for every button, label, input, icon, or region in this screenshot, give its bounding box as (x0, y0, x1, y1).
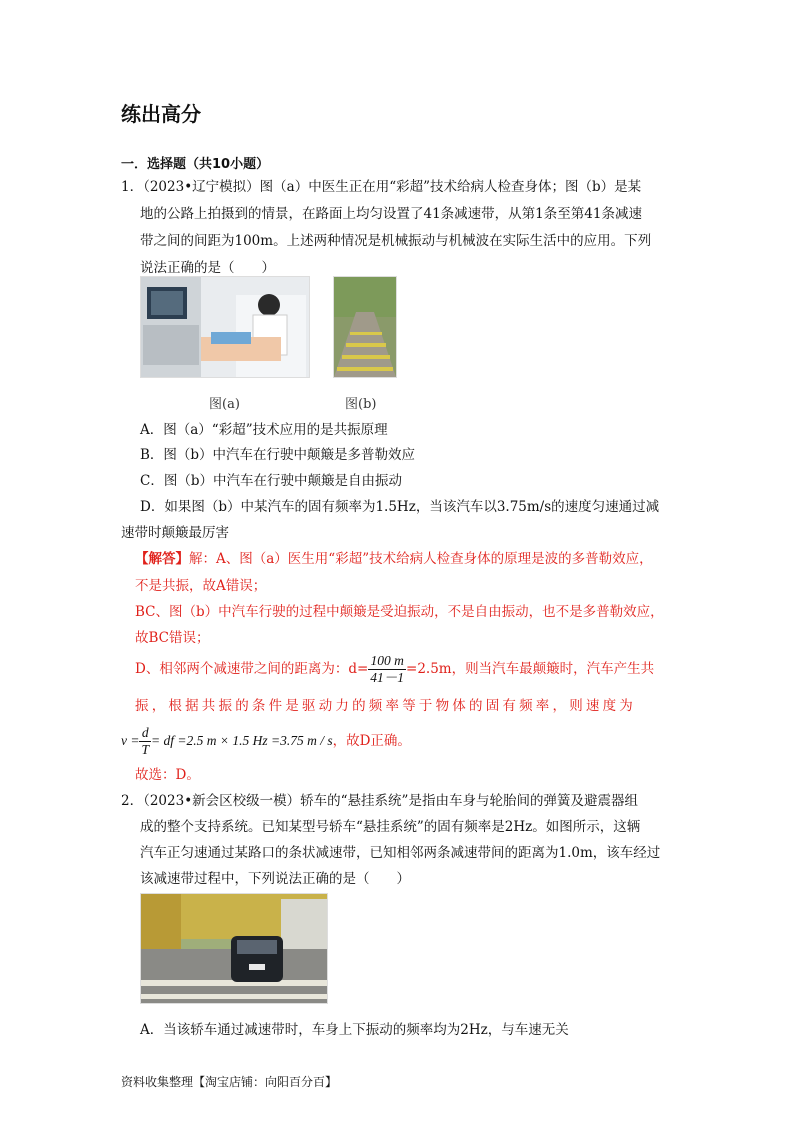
formula-rest: = df =2.5 m × 1.5 Hz =3.75 m / s (151, 733, 333, 748)
q1-line-1: 1．（2023•辽宁模拟）图（a）中医生正在用“彩超”技术给病人检查身体；图（b）是某 (121, 179, 642, 195)
figure-a-image (140, 276, 310, 378)
q2-line-4: 该减速带过程中，下列说法正确的是（ ） (140, 871, 410, 887)
velocity-fraction-num: d (139, 725, 151, 742)
q1-answer-line-4: 故BC错误； (135, 630, 210, 646)
answer-d-post: =2.5m，则当汽车最颠簸时，汽车产生共 (406, 661, 655, 677)
answer-d-conclusion: ，故D正确。 (332, 733, 411, 749)
q1-line-4: 说法正确的是（ ） (140, 260, 275, 276)
q2-line-2: 成的整个支持系统。已知某型号轿车“悬挂系统”的固有频率是2Hz。如图所示，这辆 (140, 819, 641, 835)
distance-fraction-den: 41－1 (370, 670, 405, 685)
q1-option-d: D．如果图（b）中某汽车的固有频率为1.5Hz，当该汽车以3.75m/s的速度匀速通过减 (140, 499, 660, 515)
figure-a-caption: 图(a) (209, 397, 240, 412)
q1-answer-line-2: 不是共振，故A错误； (135, 578, 267, 594)
q1-answer-line-3: BC、图（b）中汽车行驶的过程中颠簸是受迫振动，不是自由振动，也不是多普勒效应， (135, 604, 664, 620)
q1-option-a: A．图（a）“彩超”技术应用的是共振原理 (140, 422, 388, 438)
velocity-fraction-den: T (141, 742, 149, 757)
q1-answer-line-7 (121, 723, 411, 759)
section-heading: 一．选择题（共10小题） (121, 157, 270, 172)
velocity-fraction (139, 725, 151, 758)
q1-answer-line-6: 振，根据共振的条件是驱动力的频率等于物体的固有频率，则速度为 (135, 698, 636, 714)
answer-text-1: 解：A、图（a）医生用“彩超”技术给病人检查身体的原理是波的多普勒效应， (189, 551, 653, 567)
q1-option-b: B．图（b）中汽车在行驶中颠簸是多普勒效应 (140, 447, 416, 463)
q1-choice: 故选：D。 (135, 767, 200, 783)
formula-v: v = (121, 733, 140, 748)
figure-b-image (333, 276, 397, 378)
q1-option-c: C．图（b）中汽车在行驶中颠簸是自由振动 (140, 473, 402, 489)
answer-tag: 【解答】 (135, 551, 189, 567)
distance-fraction-num: 100 m (368, 653, 406, 670)
page-footer: 资料收集整理【淘宝店铺：向阳百分百】 (121, 1075, 338, 1089)
q2-car-image (140, 893, 328, 1004)
answer-d-pre: D、相邻两个减速带之间的距离为：d= (135, 661, 369, 677)
q1-line-3: 带之间的间距为100m。上述两种情况是机械振动与机械波在实际生活中的应用。下列 (140, 233, 652, 249)
distance-fraction (368, 653, 406, 686)
figure-b-caption: 图(b) (345, 397, 377, 412)
q1-option-d-cont: 速带时颠簸最厉害 (121, 525, 229, 541)
q1-answer-line-5 (135, 651, 654, 687)
q2-line-3: 汽车正匀速通过某路口的条状减速带，已知相邻两条减速带间的距离为1.0m，该车经过 (140, 845, 661, 861)
q2-line-1: 2．（2023•新会区校级一模）轿车的“悬挂系统”是指由车身与轮胎间的弹簧及避震器组 (121, 793, 638, 809)
q1-line-2: 地的公路上拍摄到的情景，在路面上均匀设置了41条减速带，从第1条至第41条减速 (140, 206, 642, 222)
q1-answer-line-1 (135, 550, 653, 568)
q2-option-a: A．当该轿车通过减速带时，车身上下振动的频率均为2Hz，与车速无关 (140, 1022, 569, 1038)
page-title: 练出高分 (121, 102, 201, 126)
